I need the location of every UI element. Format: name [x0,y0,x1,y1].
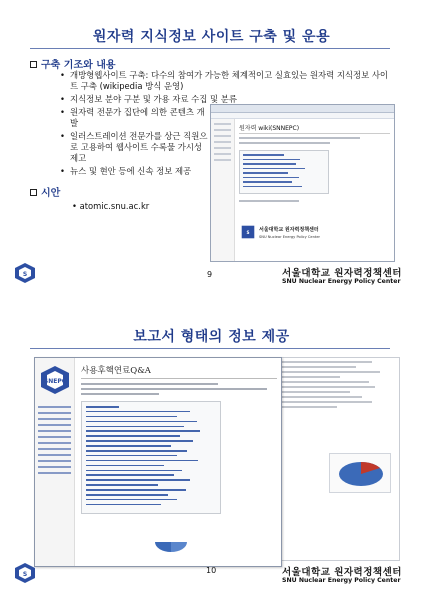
list-item: • 뉴스 및 현안 등에 신속 정보 제공 [60,166,210,177]
list-item: • 개방형웹사이트 구축: 다수의 참여가 가능한 체계적이고 실효있는 원자력 지식정보 사이트 구축 (wikipedia 방식 운영) [60,70,390,92]
section-heading: 시안 [30,184,60,199]
pie-chart-icon [330,454,392,494]
slide-title: 원자력 지식정보 사이트 구축 및 운용 [92,29,331,45]
toc-box [81,401,221,514]
site-url: • atomic.snu.ac.kr [72,201,150,211]
slide-2 [0,312,423,592]
browser-toolbar [211,105,394,113]
page-number: 9 [207,270,213,279]
pie-chart-icon [153,530,189,554]
report-screenshot-front [34,357,282,567]
footer-org-ko: 서울대학교 원자력정책센터 [282,268,402,279]
square-bullet-icon [30,189,37,196]
wiki-sidebar [211,119,235,261]
svg-text:SNEPC: SNEPC [43,378,67,385]
snepc-logo-icon [39,364,71,396]
org-name-ko: 서울대학교 원자력정책센터 [259,227,319,233]
snepc-logo-icon [14,262,36,284]
wiki-heading: 원자력 wiki(SNNEPC) [239,123,390,134]
square-bullet-icon [30,61,37,68]
browser-tabbar [211,113,394,119]
svg-text:S: S [22,271,28,278]
title-divider [30,348,390,349]
list-item: • 원자력 전문가 집단에 의한 콘텐츠 개발 [60,107,210,129]
slide-title: 보고서 형태의 정보 제공 [133,329,290,345]
svg-text:S: S [246,230,250,236]
list-item: • 일러스트레이션 전문가를 상근 직원으로 고용하여 웹사이트 수록물 가시성 제고 [60,131,210,164]
snepc-logo-icon [241,225,255,239]
wiki-content [239,123,390,261]
footer-org-en: SNU Nuclear Energy Policy Center [282,577,401,584]
org-name-en: SNU Nuclear Energy Policy Center [259,235,321,239]
footer-org-en: SNU Nuclear Energy Policy Center [282,278,401,285]
toc-box [239,150,329,194]
wiki-heading: 사용후핵연료Q&A [81,364,277,379]
page-number: 10 [206,566,217,575]
list-item: • 지식정보 분야 구분 및 가용 자료 수집 및 분류 [60,94,390,105]
website-screenshot [210,104,395,262]
section-heading: 구축 기조와 내용 [30,56,116,71]
footer-org-ko: 서울대학교 원자력정책센터 [282,567,402,578]
report-chart [329,453,391,493]
title-divider [30,48,390,49]
slide-1 [0,8,423,288]
svg-text:S: S [22,571,28,578]
snepc-logo-icon [14,562,36,584]
